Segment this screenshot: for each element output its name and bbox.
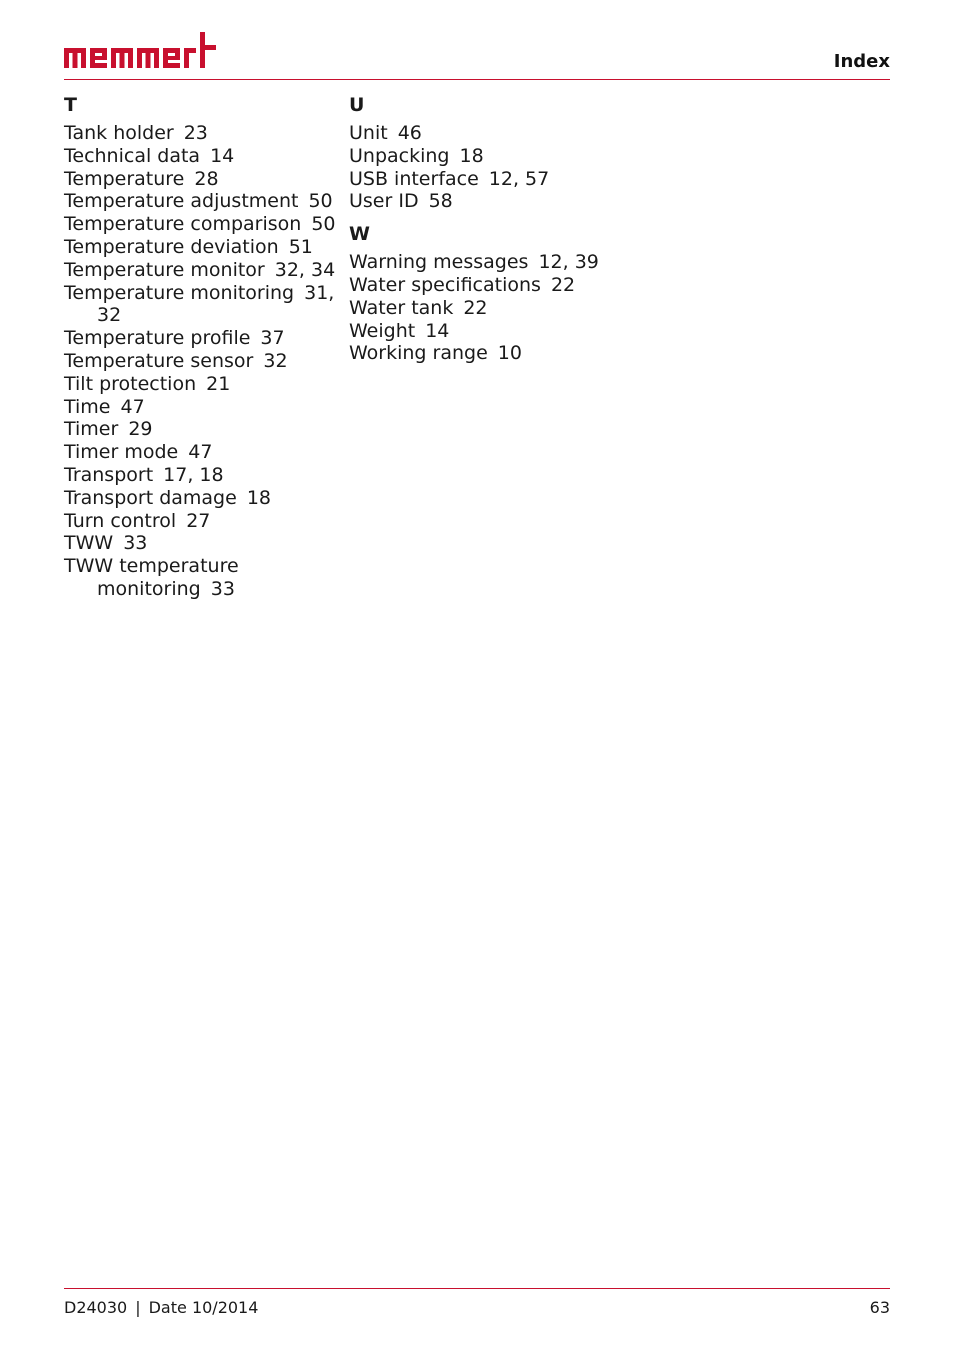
index-entry: Timer 29	[64, 418, 153, 441]
index-entry: Temperature sensor 32	[64, 349, 288, 372]
index-entry: Temperature adjustment 50	[64, 190, 333, 213]
footer-divider	[64, 1288, 890, 1289]
index-entry: Temperature monitoring 31, 32	[64, 281, 335, 327]
index-entry: User ID 58	[349, 190, 453, 213]
index-entry: Temperature profile 37	[64, 327, 285, 350]
index-entry: Timer mode 47	[64, 441, 213, 464]
index-entry: Unit 46	[349, 122, 422, 144]
index-entry: Tilt protection 21	[64, 372, 231, 395]
index-entry: Water specifications 22	[349, 273, 576, 296]
doc-id: D24030	[64, 1298, 128, 1317]
index-column-right	[349, 92, 649, 365]
index-entry: Transport 17, 18	[64, 463, 224, 486]
index-entry: Weight 14	[349, 319, 450, 342]
section-title: Index	[833, 51, 890, 72]
index-entry: Tank holder 23	[64, 122, 208, 144]
index-entry: Warning messages 12, 39	[349, 251, 599, 274]
memmert-logo	[64, 30, 216, 72]
index-entry: USB interface 12, 57	[349, 167, 550, 190]
footer-doc-info	[64, 1298, 258, 1317]
index-letter-u: U	[349, 94, 365, 116]
index-entry: Transport damage 18	[64, 486, 271, 509]
index-entry: Technical data 14	[64, 144, 235, 167]
index-column-left	[64, 92, 334, 601]
footer-separator: |	[135, 1298, 141, 1317]
index-entry: Unpacking 18	[349, 144, 484, 167]
index-entry: Temperature 28	[64, 167, 219, 190]
index-entry: Time 47	[64, 395, 145, 418]
index-entry: TWW 33	[64, 532, 148, 555]
index-entry: Water tank 22	[349, 296, 488, 319]
index-entry: Turn control 27	[64, 509, 211, 532]
index-entry: Temperature deviation 51	[64, 235, 313, 258]
index-entry: Working range 10	[349, 342, 522, 365]
index-entry: Temperature monitor 32, 34	[64, 258, 336, 281]
doc-date: Date 10/2014	[148, 1298, 259, 1317]
index-letter-w: W	[349, 223, 370, 246]
group-spacer	[349, 213, 649, 221]
header-divider	[64, 79, 890, 80]
page-number: 63	[869, 1298, 890, 1317]
index-letter-t: T	[64, 94, 77, 116]
index-entry: Temperature comparison 50	[64, 213, 336, 236]
index-entry: TWW temperature monitoring 33	[64, 555, 239, 600]
